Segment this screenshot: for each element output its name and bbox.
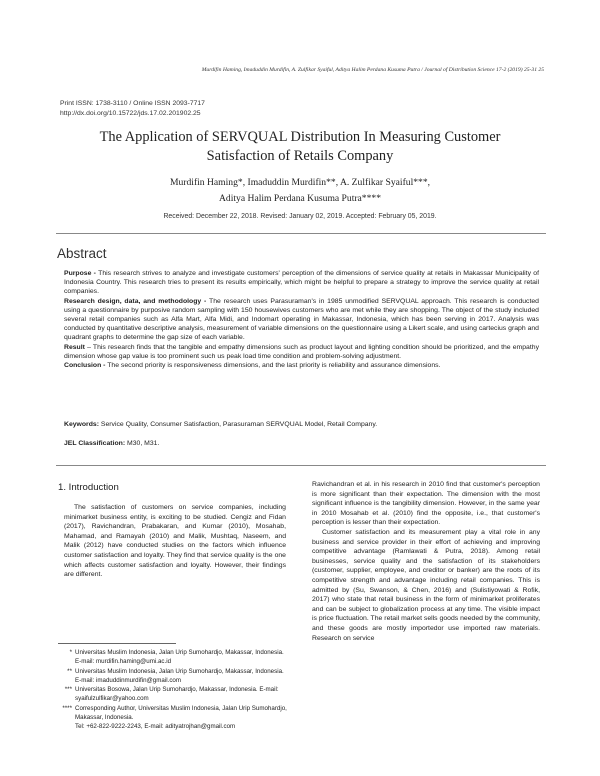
conclusion-text: The second priority is responsiveness dimensions, and the last priority is reliability and assurance dimensions. <box>105 362 441 370</box>
jel-classification <box>64 440 539 447</box>
doi-link[interactable]: http://dx.doi.org/10.15722/jds.17.02.201902.25 <box>60 110 201 117</box>
conclusion-label: Conclusion - <box>64 362 106 370</box>
title-line-1: The Application of SERVQUAL Distribution In Measuring Customer <box>99 129 501 145</box>
issn-block <box>60 99 205 119</box>
abstract-design <box>64 297 539 343</box>
jel-label: JEL Classification: <box>64 440 126 447</box>
abstract-conclusion <box>64 361 539 370</box>
paper-title <box>60 128 540 166</box>
design-text: The research uses Parasuraman's in 1985 unmodified SERVQUAL approach. This research is conducted using a questionnaire by purposive random sampling with 150 housewives customers who are met while they are shopping. The object of the study included several retail companies such as Alfa Mart, Alfa Midi, and Indomart operating in Makassar, Indonesia, which has been serving in 2017. Analysis was conducted by quantitative descriptive analysis, measurement of variable dimensions on the questionnaire using a Likert scale, and using cartecius graph and quadrant graphs to determine the gap size of each variable. <box>64 297 539 342</box>
keywords <box>64 421 539 428</box>
footnote-2: ** Universitas Muslim Indonesia, Jalan Urip Sumohardjo, Makassar, Indonesia. E-mail: imaduddinmurdifin@gmail.com <box>67 667 284 684</box>
authors-line-2: Aditya Halim Perdana Kusuma Putra**** <box>219 193 381 204</box>
abstract-purpose <box>64 269 539 297</box>
intro-paragraph-3: Customer satisfaction and its measurement play a vital role in any business and service provider in their effort of achieving and improving competitive advantage (Ramlawati & Putra, 2018). Among retail businesses, service quality and the satisfaction of its stakeholders (customer, supplier, employee, and creditor or banker) are the roots of its competitive strength and advantage including retail companies. This is admitted by (Su, Swanson, & Chen, 2016) and (Sulistiyowati & Rofik, 2017) who state that retail business in the form of minimarket proliferates and can be subject to globalization process at any time. The visible impact is price fluctuation. The retail market sells goods needed by the community, and these goods are mostly importedor use imported raw materials. Research on service <box>312 528 540 642</box>
result-label: Result <box>64 343 85 351</box>
abstract-divider <box>56 465 546 466</box>
intro-paragraph-2: Ravichandran et al. in his research in 2010 find that customer's perception is more significant than their expectation. The dimension with the most significant influence is the tangibility dimension. However, in the same year in 2010 Mosahab et al. (2010) find the opposite, i.e., that customer's perception is lesser than their expectation. <box>312 481 540 527</box>
intro-paragraph-1: The satisfaction of customers on service companies, including minimarket business entity, is exciting to be studied. Cengiz and Fidan (2017), Ravichandran, Prabakaran, and Kumar (2010), Mosahab, Mahamad, and Ramayah (2010) and Malik, Mushtaq, Naseem, and Malik (2012) have conducted studies on the factors which influence customer satisfaction and loyalty. They find that service quality is the one which affects customer satisfaction and loyalty. However, their findings are different. <box>64 504 286 579</box>
title-line-2: Satisfaction of Retails Company <box>206 148 394 164</box>
left-column-text <box>64 503 286 580</box>
top-divider <box>56 233 546 234</box>
footnote-4: **** Corresponding Author, Universitas Muslim Indonesia, Jalan Urip Sumohardjo, Makassar, Indonesia. <box>62 704 287 722</box>
issn-line: Print ISSN: 1738-3110 / Online ISSN 2093-7717 <box>60 100 205 107</box>
right-column-text <box>312 480 540 643</box>
purpose-label: Purpose - <box>64 270 96 277</box>
received-dates: Received: December 22, 2018. Revised: January 02, 2019. Accepted: February 05, 2019. <box>163 213 437 220</box>
abstract-result <box>64 343 539 361</box>
section-heading-introduction: 1. Introduction <box>58 482 119 493</box>
keywords-text: Service Quality, Consumer Satisfaction, Parasuraman SERVQUAL Model, Retail Company. <box>99 421 378 428</box>
abstract-body <box>64 269 539 370</box>
running-header: Murdifin Haming, Imaduddin Murdifin, A. Zulfikar Syaiful, Aditya Halim Perdana Kusuma Putra / Journal of Distribution Science 17-2 (2019) 25-31 25 <box>201 67 544 73</box>
footnote-1: * Universitas Muslim Indonesia, Jalan Urip Sumohardjo, Makassar, Indonesia. E-mail: murdifin.haming@umi.ac.id <box>69 649 284 666</box>
footnote-4-contact: Tel: +62-822-9222-2243, E-mail: adityatrojhan@gmail.com <box>75 723 236 731</box>
footnotes <box>58 648 290 732</box>
author-list <box>60 175 540 207</box>
purpose-text: This research strives to analyze and investigate customers' perception of the dimensions of service quality at retails in Makassar Municipality of Indonesia Country. This research tries to present its results empirically, which might be helpful to prepare a strategy to improve the service quality at retail companies. <box>64 270 540 296</box>
authors-line-1: Murdifin Haming*, Imaduddin Murdifin**, A. Zulfikar Syaiful***, <box>169 177 431 188</box>
footnote-divider <box>58 643 176 644</box>
keywords-label: Keywords: <box>64 421 99 428</box>
result-text: – This research finds that the tangible and empathy dimensions such as product layout and lighting condition should be prioritized, and the empathy dimension whose gap value is too prominent such us peak load time condition and problem-solving adjustment. <box>64 343 539 360</box>
abstract-heading: Abstract <box>57 246 107 261</box>
footnote-3: *** Universitas Bosowa, Jalan Urip Sumohardjo, Makassar, Indonesia. E-mail: syaifulzulfikar@yahoo.com <box>64 686 279 703</box>
design-label: Research design, data, and methodology - <box>64 297 207 305</box>
jel-text: M30, M31. <box>125 440 160 447</box>
